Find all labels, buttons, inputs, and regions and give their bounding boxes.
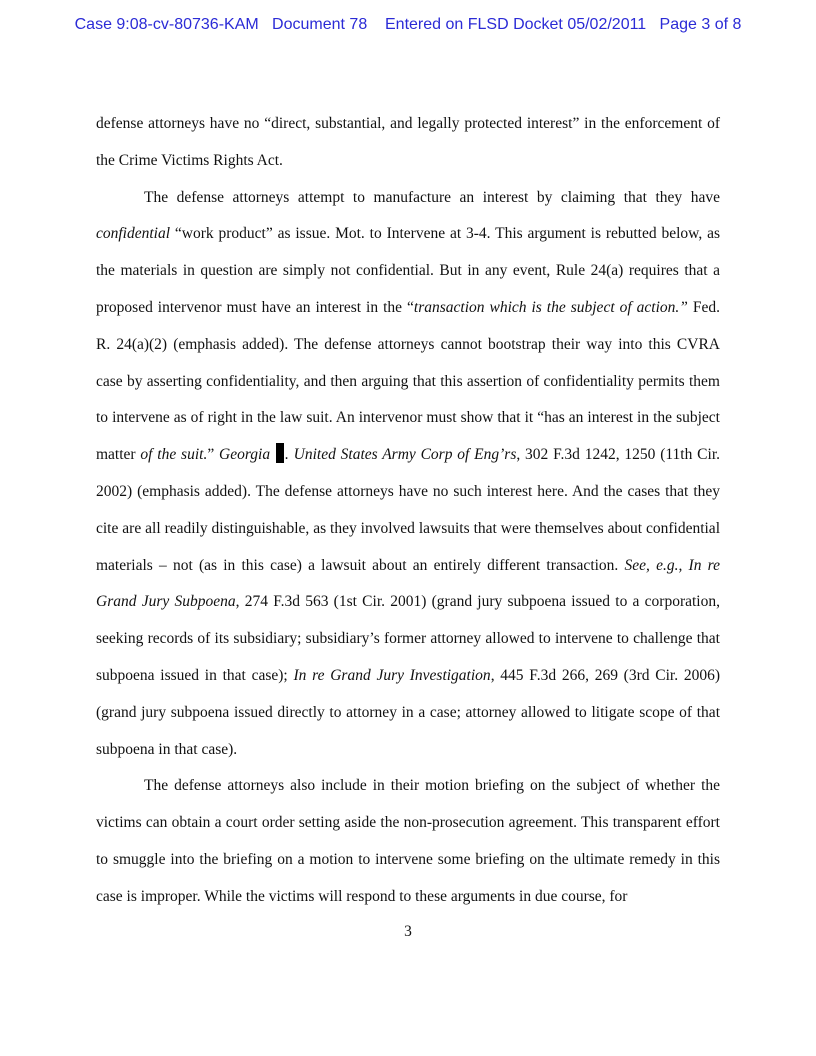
paragraph-3-text: The defense attorneys also include in their motion briefing on the subject of whether the victims can obtain a court order setting aside the non-prosecution agreement. This transparent effort to smuggle into the briefing on a motion to intervene some briefing on the ultimate remedy in this case is improper. While the victims will respond to these arguments in due course, for (96, 777, 720, 905)
case-number: Case 9:08-cv-80736-KAM (74, 16, 259, 33)
page-of-pages: Page 3 of 8 (659, 16, 742, 33)
italic-run: of the suit. (140, 446, 208, 464)
case-citation: . United States Army Corp of Eng’rs (284, 446, 517, 464)
paragraph-1 (96, 106, 720, 180)
italic-run: confidential (96, 225, 171, 243)
document-body (96, 106, 720, 916)
case-citation: See, e.g., In re Grand Jury Subpoena (96, 556, 720, 611)
redaction-mark (276, 443, 284, 463)
text-run: The defense attorneys attempt to manufacture an interest by claiming that they have (144, 188, 720, 206)
text-run: , 445 F.3d 266, 269 (3rd Cir. 2006) (grand jury subpoena issued directly to attorney in a case; attorney allowed to litigate scope of that subpoena in that case). (96, 666, 720, 758)
text-run: ” (207, 446, 220, 464)
text-run: , 274 F.3d 563 (1st Cir. 2001) (grand jury subpoena issued to a corporation, seeking records of its subsidiary; subsidiary’s former attorney allowed to intervene to challenge that subpoena issued in that case); (96, 593, 720, 684)
text-run: , 302 F.3d 1242, 1250 (11th Cir. 2002) (emphasis added). The defense attorneys have no such interest here. And the cases that they cite are all readily distinguishable, as they involved lawsuits that were themselves about confidential materials – not (as in this case) a lawsuit about an entirely different transaction. (96, 446, 720, 574)
paragraph-1-text: defense attorneys have no “direct, substantial, and legally protected interest” in the enforcement of the Crime Victims Rights Act. (96, 115, 720, 169)
docket-entry: Entered on FLSD Docket 05/02/2011 (385, 16, 647, 33)
docket-header (0, 16, 816, 34)
paragraph-3 (96, 768, 720, 915)
document-number: Document 78 (272, 16, 368, 33)
paragraph-2 (96, 180, 720, 769)
case-citation: In re Grand Jury Investigation (293, 666, 491, 684)
italic-run: transaction which is the subject of action.” (413, 298, 688, 316)
text-run: Fed. R. 24(a)(2) (emphasis added). The defense attorneys cannot bootstrap their way into this CVRA case by asserting confidentiality, and then arguing that this assertion of confidentiality permits them to intervene as of right in the law suit. An intervenor must show that it “has an interest in the subject matter (96, 298, 720, 464)
page-number: 3 (404, 923, 412, 940)
text-run: “work product” as issue. Mot. to Intervene at 3-4. This argument is rebutted below, as the materials in question are simply not confidential. But in any event, Rule 24(a) requires that a proposed intervenor must have an interest in the “ (96, 225, 720, 316)
case-citation: Georgia (219, 446, 275, 464)
